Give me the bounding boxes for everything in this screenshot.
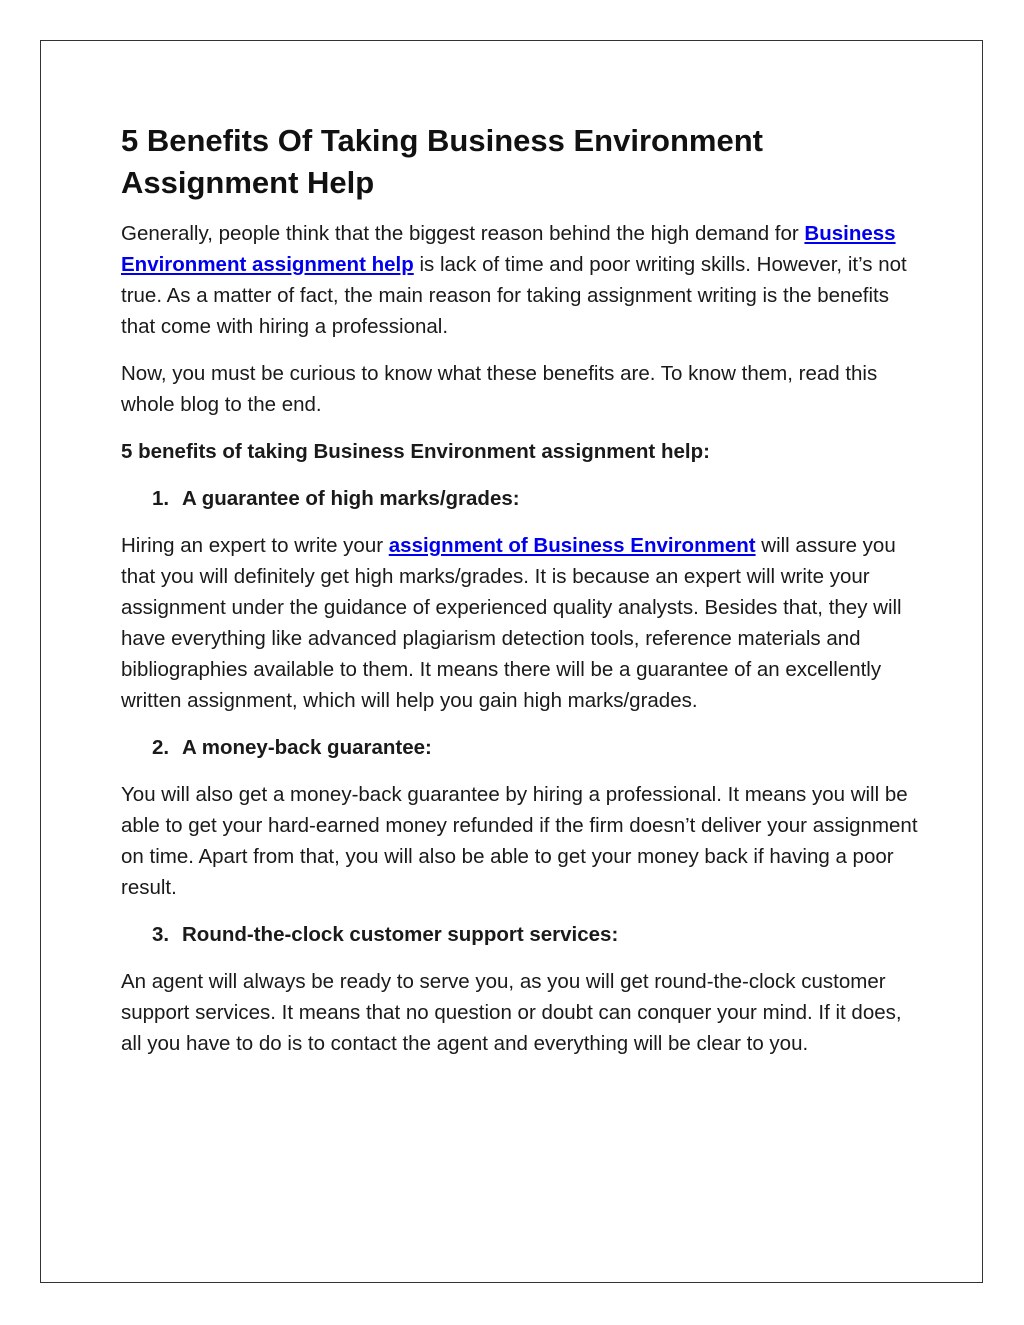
- curiosity-paragraph: Now, you must be curious to know what these benefits are. To know them, read this whole blog to the end.: [121, 362, 878, 416]
- intro-text-after: is lack of time and poor writing skills. However, it’s not true. As a matter of fact, the main reason for taking assignment writing is the benefits that come with hiring a professional.: [121, 253, 907, 338]
- document-body: [121, 120, 921, 1059]
- benefit-1-text-after: will assure you that you will definitely get high marks/grades. It is because an expert will write your assignment under the guidance of experienced quality analysts. Besides that, they will have everything like advanced plagiarism detection tools, reference materials and bibliographies available to them. It means there will be a guarantee of an excellently written assignment, which will help you gain high marks/grades.: [121, 534, 902, 712]
- benefit-heading-text: Round-the-clock customer support services:: [182, 923, 619, 946]
- benefit-number: 2.: [152, 736, 170, 759]
- benefit-heading-text: A money-back guarantee:: [182, 736, 432, 759]
- benefit-1-text-before: Hiring an expert to write your: [121, 534, 389, 557]
- intro-text-before: Generally, people think that the biggest reason behind the high demand for: [121, 222, 805, 245]
- benefit-number: 1.: [152, 487, 170, 510]
- document-title: 5 Benefits Of Taking Business Environment Assignment Help: [121, 123, 763, 200]
- business-environment-assignment-help-link[interactable]: Business Environment assignment help: [121, 222, 896, 276]
- assignment-of-business-environment-link[interactable]: assignment of Business Environment: [388, 534, 756, 557]
- benefit-paragraph-1: [121, 530, 921, 716]
- benefit-heading-text: A guarantee of high marks/grades:: [182, 487, 520, 510]
- benefit-heading-1: [121, 483, 921, 514]
- intro-paragraph: [121, 218, 921, 342]
- benefit-heading-2: [121, 732, 921, 763]
- benefit-number: 3.: [152, 923, 170, 946]
- benefit-paragraph-3: An agent will always be ready to serve you, as you will get round-the-clock customer support services. It means that no question or doubt can conquer your mind. If it does, all you have to do is to contact the agent and everything will be clear to you.: [121, 970, 902, 1055]
- benefit-heading-3: [121, 919, 921, 950]
- benefits-heading: 5 benefits of taking Business Environment assignment help:: [121, 440, 710, 463]
- benefit-paragraph-2: You will also get a money-back guarantee by hiring a professional. It means you will be able to get your hard-earned money refunded if the firm doesn’t deliver your assignment on time. Apart from that, you will also be able to get your money back if having a poor result.: [121, 783, 918, 899]
